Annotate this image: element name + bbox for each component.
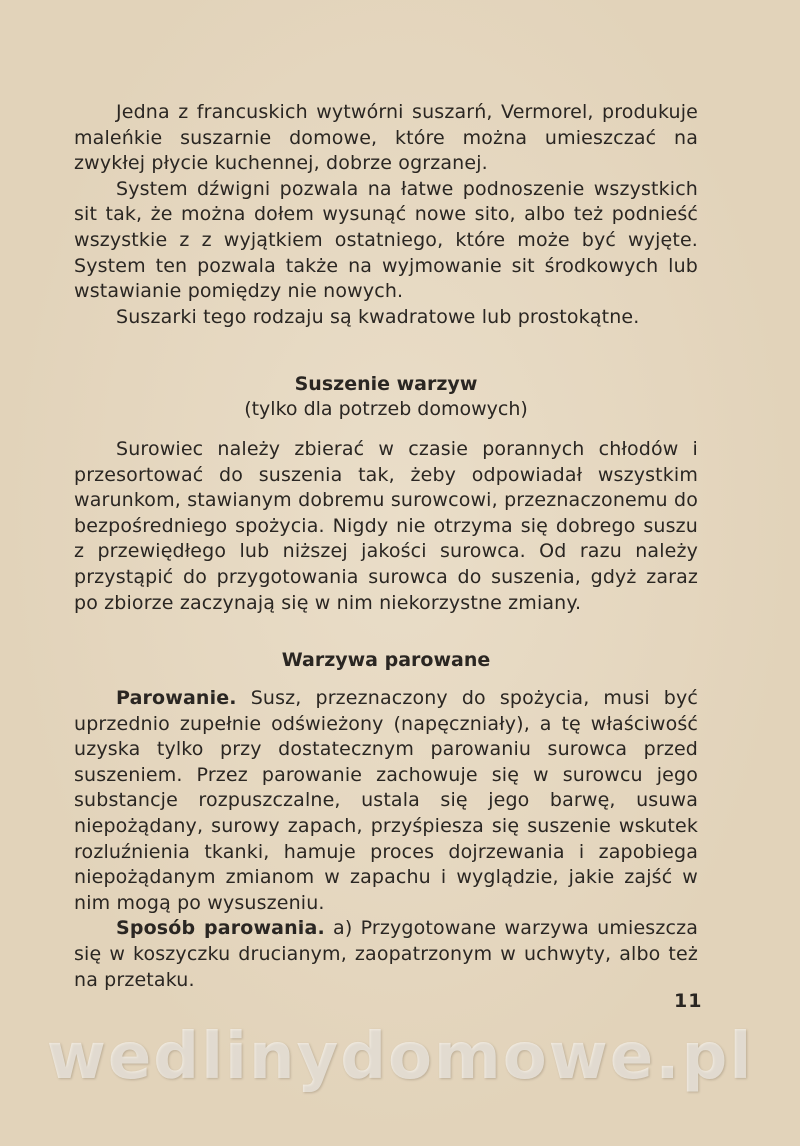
paragraph-dryer-shapes: Suszarki tego rodzaju są kwadratowe lub prostokątne.	[116, 305, 640, 328]
section-title-drying-vegetables: Suszenie warzyw	[294, 373, 478, 395]
term-steaming-method: Sposób parowania.	[116, 917, 325, 940]
steaming-body: Susz, przeznaczony do spożycia, musi być uprzednio zupełnie odświeżony (napęczniały), a tę właściwość uzyska tylko przy dostatecznym parowaniu surowca przed suszeniem. Przez parowanie zachowuje się w surowcu jego substancje rozpuszczalne, ustala się jego barwę, usuwa niepożądany, surowy zapach, przyśpiesza się suszenie wskutek rozluźnienia tkanki, hamuje proces dojrzewania i zapobiega niepożądanym zmianom w zapachu i wyglądzie, jakie zajść w nim mogą po wysuszeniu.	[74, 687, 698, 914]
paragraph-steaming	[74, 686, 698, 916]
section1-text	[74, 437, 698, 616]
paragraph-steaming-method	[74, 916, 698, 993]
term-steaming: Parowanie.	[116, 687, 237, 709]
section-title-steamed-vegetables: Warzywa parowane	[281, 649, 491, 671]
page-number: 11	[674, 990, 703, 1012]
section-subtitle-home-use: (tylko dla potrzeb domowych)	[244, 398, 528, 420]
section2-text	[74, 686, 698, 993]
paragraph-vermorel: Jedna z francuskich wytwórni suszarń, Vermorel, produkuje maleńkie suszarnie domowe, które można umieszczać na zwykłej płycie kuchennej, dobrze ogrzanej.	[74, 101, 698, 175]
steaming-method-body: a) Przygotowane warzywa umieszcza się w koszyczku drucianym, zaopatrzonym w uchwyty, albo też na przetaku.	[74, 917, 698, 991]
paragraph-lever-system: System dźwigni pozwala na łatwe podnoszenie wszystkich sit tak, że można dołem wysunąć nowe sito, albo też podnieść wszystkie z z wyjątkiem ostatniego, które może być wyjęte. System ten pozwala także na wyjmowanie sit środkowych lub wstawianie pomiędzy nie nowych.	[74, 177, 698, 303]
intro-text	[74, 100, 698, 330]
watermark: wedlinydomowe.pl	[46, 1020, 754, 1094]
paragraph-raw-material: Surowiec należy zbierać w czasie porannych chłodów i przesortować do suszenia tak, żeby odpowiadał wszystkim warunkom, stawianym dobremu surowcowi, przeznaczonemu do bezpośredniego spożycia. Nigdy nie otrzyma się dobrego suszu z przewiędłego lub niższej jakości surowca. Od razu należy przystąpić do przygotowania surowca do suszenia, gdyż zaraz po zbiorze zaczynają się w nim niekorzystne zmiany.	[74, 438, 698, 614]
